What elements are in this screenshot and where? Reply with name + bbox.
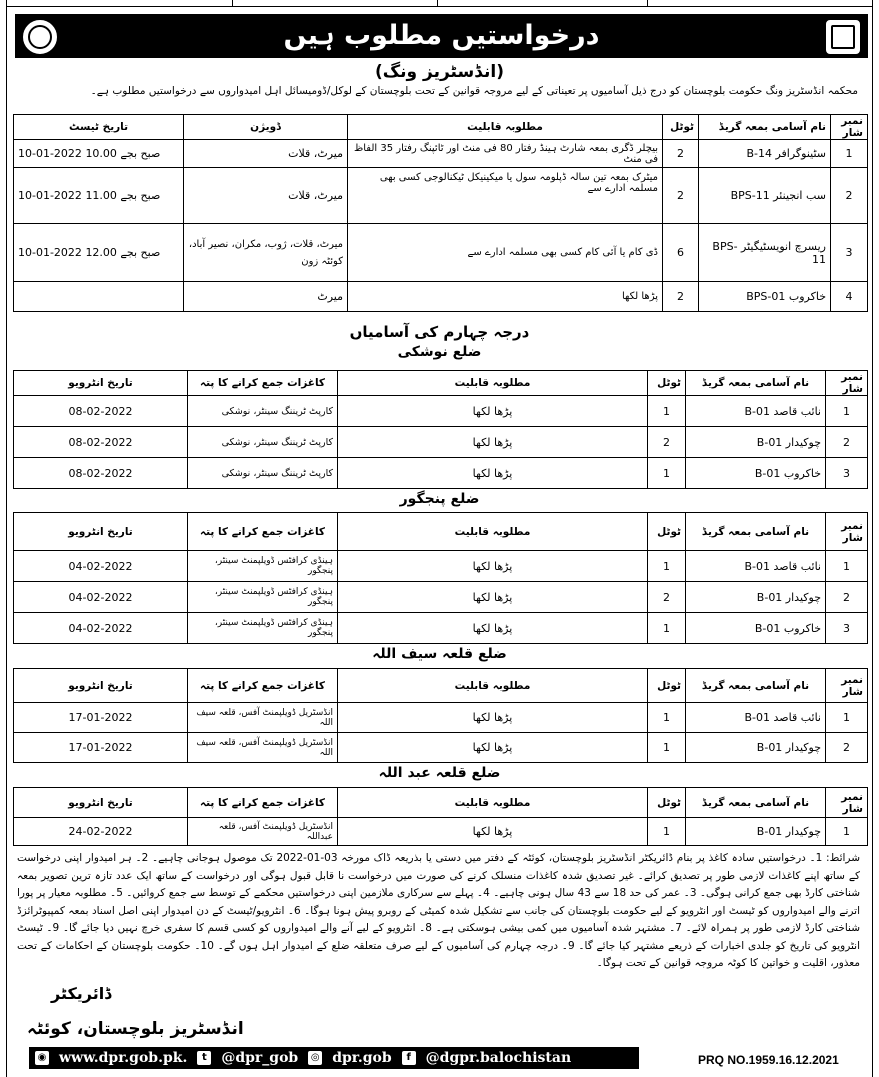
col-header: تاریخ انٹرویو	[14, 788, 188, 818]
footer-bar	[29, 1047, 639, 1069]
submission-address: انڈسٹریل ڈویلپمنٹ آفس، قلعہ سیف اللہ	[188, 703, 338, 733]
test-date	[14, 282, 184, 312]
terms-and-conditions: شرائط: 1۔ درخواستیں سادہ کاغذ پر بنام ڈائریکٹر انڈسٹریز بلوچستان، کوئٹہ کے دفتر میں دستی یا بذریعہ ڈاک مورخہ 03-01-2022 تک موصول ہوجانی چاہیے۔ 2۔ ہر امیدوار اپنی درخواست کے ساتھ اپنے کاغذات لازمی طور پر تصدیق کرائے۔ غیر تصدیق شدہ کاغذات منسلک کرنے کی صورت میں درخواست نا قابل قبول ہوگی اور درخواست کے ساتھ ایک عدد تازہ ترین تصویر بمعہ شناختی کارڈ بھی جمع کرانی ہوگی۔ 3۔ عمر کی حد 18 سے 43 سال ہونی چاہیے۔ 4۔ پہلے سے سرکاری ملازمین اپنی درخواستیں محکمے کے توسط سے جمع کروائیں۔ 5۔ مطلوبہ معیار پر پورا اترنے والے امیدواروں کو ٹیسٹ اور انٹرویو کے لیے حکومت بلوچستان کی جانب سے تشکیل شدہ کمیٹی کے روبرو پیش ہونا ہوگا۔ 6۔ انٹرویو/ٹیسٹ کے دن امیدوار اپنی اصل اسناد بمعہ کمپیوٹرائزڈ شناختی کارڈ لازمی طور پر ہمراہ لائے۔ 7۔ مشتہر شدہ آسامیوں میں کمی بیشی ہوسکتی ہے۔ 8۔ انٹرویو کے لیے آنے والے امیدواروں کو کسی قسم کا سفری خرچ نہیں دیا جائے گا۔ 9۔ ٹیسٹ انٹرویو کی تاریخ کو جلدی اخبارات کے ذریعے مشتہر کیا جائے گا۔ 9۔ درجہ چہارم کی آسامیوں کے لیے صرف متعلقہ ضلع کے امیدوار اہل ہوں گے۔ 10۔ حکومت بلوچستان کے احکامات کے تحت معذور، اقلیت و خواتین کا کوٹہ مروجہ قوانین کے تحت ہوگا۔	[17, 852, 861, 969]
table-row	[14, 140, 868, 168]
main-posts-table	[13, 114, 868, 312]
prq-number: PRQ NO.1959.16.12.2021	[698, 1053, 839, 1067]
post-name: خاکروب B-01	[686, 458, 826, 489]
submission-address: انڈسٹریل ڈویلپمنٹ آفس، قلعہ سیف اللہ	[188, 733, 338, 763]
col-header: ڈویژن	[184, 115, 348, 140]
row-number: 2	[831, 168, 868, 224]
post-name: نائب قاصد B-01	[686, 396, 826, 427]
top-strip	[7, 0, 872, 7]
col-header: تاریخ انٹرویو	[14, 513, 188, 551]
interview-date: 04-02-2022	[14, 551, 188, 582]
qualification: پڑھا لکھا	[338, 582, 648, 613]
table-row	[14, 551, 868, 582]
row-number: 3	[831, 224, 868, 282]
col-header: نمبر شار	[826, 788, 868, 818]
post-name: نائب قاصد B-01	[686, 703, 826, 733]
post-name: سٹینوگرافر B-14	[699, 140, 831, 168]
post-total: 1	[648, 396, 686, 427]
government-emblem-icon	[23, 20, 57, 54]
row-number: 3	[826, 613, 868, 644]
post-total: 6	[663, 224, 699, 282]
col-header: نمبر شار	[826, 513, 868, 551]
qualification: ڈی کام یا آئی کام کسی بھی مسلمہ ادارے سے	[348, 224, 663, 282]
row-number: 1	[831, 140, 868, 168]
division: میرٹ، قلات، ژوب، مکران، نصیر آباد، کوئٹہ زون	[184, 224, 348, 282]
col-header: کاغزات جمع کرانے کا پتہ	[188, 788, 338, 818]
post-total: 1	[648, 458, 686, 489]
district-table-qila-abdullah	[13, 787, 868, 846]
website-link[interactable]: www.dpr.gob.pk.	[59, 1050, 188, 1066]
qualification: بیچلر ڈگری بمعہ شارٹ ہینڈ رفتار 80 فی منٹ اور ٹائپنگ رفتار 35 الفاظ فی منٹ	[348, 140, 663, 168]
post-total: 1	[648, 818, 686, 846]
submission-address: ہینڈی کرافٹس ڈویلپمنٹ سینٹر، پنجگور	[188, 551, 338, 582]
test-date: 10-01-2022 صبح بجے 11.00	[14, 168, 184, 224]
submission-address: ہینڈی کرافٹس ڈویلپمنٹ سینٹر، پنجگور	[188, 582, 338, 613]
instagram-icon: ◎	[308, 1051, 322, 1065]
table-row	[14, 582, 868, 613]
col-header: نام آسامی بمعہ گریڈ	[686, 371, 826, 396]
submission-address: کارپٹ ٹریننگ سینٹر، نوشکی	[188, 427, 338, 458]
table-row	[14, 458, 868, 489]
post-total: 2	[663, 168, 699, 224]
col-header: نمبر شار	[826, 669, 868, 703]
col-header: مطلوبہ قابلیت	[338, 669, 648, 703]
district-table-panjgur	[13, 512, 868, 644]
facebook-handle[interactable]: @dgpr.balochistan	[425, 1050, 572, 1066]
post-total: 2	[663, 140, 699, 168]
col-header: کاغزات جمع کرانے کا پتہ	[188, 669, 338, 703]
col-header: ٹوٹل	[648, 513, 686, 551]
submission-address: کارپٹ ٹریننگ سینٹر، نوشکی	[188, 396, 338, 427]
post-name: چوکیدار B-01	[686, 582, 826, 613]
post-total: 1	[648, 613, 686, 644]
district-heading: ضلع پنجگور	[399, 491, 480, 507]
table-row	[14, 703, 868, 733]
advertisement-page	[6, 0, 873, 1077]
intro-text: محکمہ انڈسٹریز ونگ حکومت بلوچستان کو درج ذیل آسامیوں پر تعیناتی کے لیے مروجہ قوانین کے تحت بلوچستان کے لوکل/ڈومیسائل اہل امیدواروں سے درخواستیں مطلوب ہے۔	[90, 85, 858, 97]
table-row	[14, 427, 868, 458]
row-number: 2	[826, 733, 868, 763]
post-name: چوکیدار B-01	[686, 733, 826, 763]
col-header: مطلوبہ قابلیت	[348, 115, 663, 140]
qualification: پڑھا لکھا	[338, 458, 648, 489]
table-header-row	[14, 788, 868, 818]
table-row	[14, 733, 868, 763]
qualification: پڑھا لکھا	[338, 613, 648, 644]
page-subtitle: (انڈسٹریز ونگ)	[374, 62, 505, 82]
post-total: 2	[663, 282, 699, 312]
interview-date: 04-02-2022	[14, 613, 188, 644]
post-total: 2	[648, 427, 686, 458]
table-header-row	[14, 371, 868, 396]
globe-icon: ◉	[35, 1051, 49, 1065]
col-header: نام آسامی بمعہ گریڈ	[699, 115, 831, 140]
test-date: 10-01-2022 صبح بجے 12.00	[14, 224, 184, 282]
district-heading: ضلع نوشکی	[397, 344, 482, 360]
table-row	[14, 613, 868, 644]
title-banner	[15, 14, 868, 58]
signatory-title: ڈائریکٹر	[51, 984, 112, 1003]
post-name: خاکروب BPS-01	[699, 282, 831, 312]
qualification: پڑھا لکھا	[338, 703, 648, 733]
submission-address: کارپٹ ٹریننگ سینٹر، نوشکی	[188, 458, 338, 489]
district-heading: ضلع قلعہ سیف اللہ	[372, 646, 507, 662]
col-header: مطلوبہ قابلیت	[338, 513, 648, 551]
post-name: سب انجینئر BPS-11	[699, 168, 831, 224]
row-number: 3	[826, 458, 868, 489]
col-header: نام آسامی بمعہ گریڈ	[686, 669, 826, 703]
post-total: 2	[648, 582, 686, 613]
row-number: 1	[826, 396, 868, 427]
col-header: ٹوٹل	[663, 115, 699, 140]
row-number: 2	[826, 582, 868, 613]
table-row	[14, 396, 868, 427]
interview-date: 17-01-2022	[14, 703, 188, 733]
post-name: نائب قاصد B-01	[686, 551, 826, 582]
facebook-icon: f	[402, 1051, 416, 1065]
qualification: پڑھا لکھا	[338, 551, 648, 582]
row-number: 1	[826, 703, 868, 733]
col-header: ٹوٹل	[648, 788, 686, 818]
interview-date: 04-02-2022	[14, 582, 188, 613]
table-row	[14, 818, 868, 846]
row-number: 2	[826, 427, 868, 458]
table-header-row	[14, 669, 868, 703]
district-table-noshki	[13, 370, 868, 489]
table-row	[14, 282, 868, 312]
qualification: پڑھا لکھا	[348, 282, 663, 312]
table-row	[14, 168, 868, 224]
submission-address: ہینڈی کرافٹس ڈویلپمنٹ سینٹر، پنجگور	[188, 613, 338, 644]
post-name: ریسرچ انویسٹیگیٹر BPS-11	[699, 224, 831, 282]
post-total: 1	[648, 733, 686, 763]
interview-date: 24-02-2022	[14, 818, 188, 846]
district-table-qila-saifullah	[13, 668, 868, 763]
row-number: 1	[826, 818, 868, 846]
col-header: نام آسامی بمعہ گریڈ	[686, 513, 826, 551]
col-header: نمبر شار	[831, 115, 868, 140]
col-header: مطلوبہ قابلیت	[338, 371, 648, 396]
post-total: 1	[648, 703, 686, 733]
department-logo-icon	[826, 20, 860, 54]
table-header-row	[14, 513, 868, 551]
signatory-department: انڈسٹریز بلوچستان، کوئٹہ	[27, 1019, 244, 1039]
col-header: ٹوٹل	[648, 669, 686, 703]
qualification: پڑھا لکھا	[338, 733, 648, 763]
post-name: چوکیدار B-01	[686, 818, 826, 846]
post-name: چوکیدار B-01	[686, 427, 826, 458]
col-header: نام آسامی بمعہ گریڈ	[686, 788, 826, 818]
division: میرٹ	[184, 282, 348, 312]
grade4-heading: درجہ چہارم کی آسامیاں	[349, 323, 530, 341]
division: میرٹ، قلات	[184, 168, 348, 224]
row-number: 4	[831, 282, 868, 312]
interview-date: 08-02-2022	[14, 427, 188, 458]
qualification: پڑھا لکھا	[338, 396, 648, 427]
col-header: تاریخ انٹرویو	[14, 669, 188, 703]
col-header: کاغزات جمع کرانے کا پتہ	[188, 371, 338, 396]
table-row	[14, 224, 868, 282]
col-header: نمبر شار	[826, 371, 868, 396]
interview-date: 17-01-2022	[14, 733, 188, 763]
division: میرٹ، قلات	[184, 140, 348, 168]
col-header: تاریخ ٹیسٹ	[14, 115, 184, 140]
interview-date: 08-02-2022	[14, 458, 188, 489]
page-title: درخواستیں مطلوب ہیں	[283, 20, 600, 51]
twitter-handle[interactable]: @dpr_gob	[221, 1050, 299, 1066]
post-name: خاکروب B-01	[686, 613, 826, 644]
test-date: 10-01-2022 صبح بجے 10.00	[14, 140, 184, 168]
qualification: پڑھا لکھا	[338, 427, 648, 458]
table-header-row	[14, 115, 868, 140]
interview-date: 08-02-2022	[14, 396, 188, 427]
col-header: ٹوٹل	[648, 371, 686, 396]
row-number: 1	[826, 551, 868, 582]
qualification: پڑھا لکھا	[338, 818, 648, 846]
twitter-icon: t	[197, 1051, 211, 1065]
col-header: کاغزات جمع کرانے کا پتہ	[188, 513, 338, 551]
col-header: مطلوبہ قابلیت	[338, 788, 648, 818]
district-heading: ضلع قلعہ عبد اللہ	[378, 765, 501, 781]
qualification: میٹرک بمعہ تین سالہ ڈپلومہ سول یا میکینیکل ٹیکنالوجی کسی بھی مسلمہ ادارے سے	[348, 168, 663, 224]
instagram-handle[interactable]: dpr.gob	[332, 1050, 392, 1066]
post-total: 1	[648, 551, 686, 582]
col-header: تاریخ انٹرویو	[14, 371, 188, 396]
submission-address: انڈسٹریل ڈویلپمنٹ آفس، قلعہ عبداللہ	[188, 818, 338, 846]
